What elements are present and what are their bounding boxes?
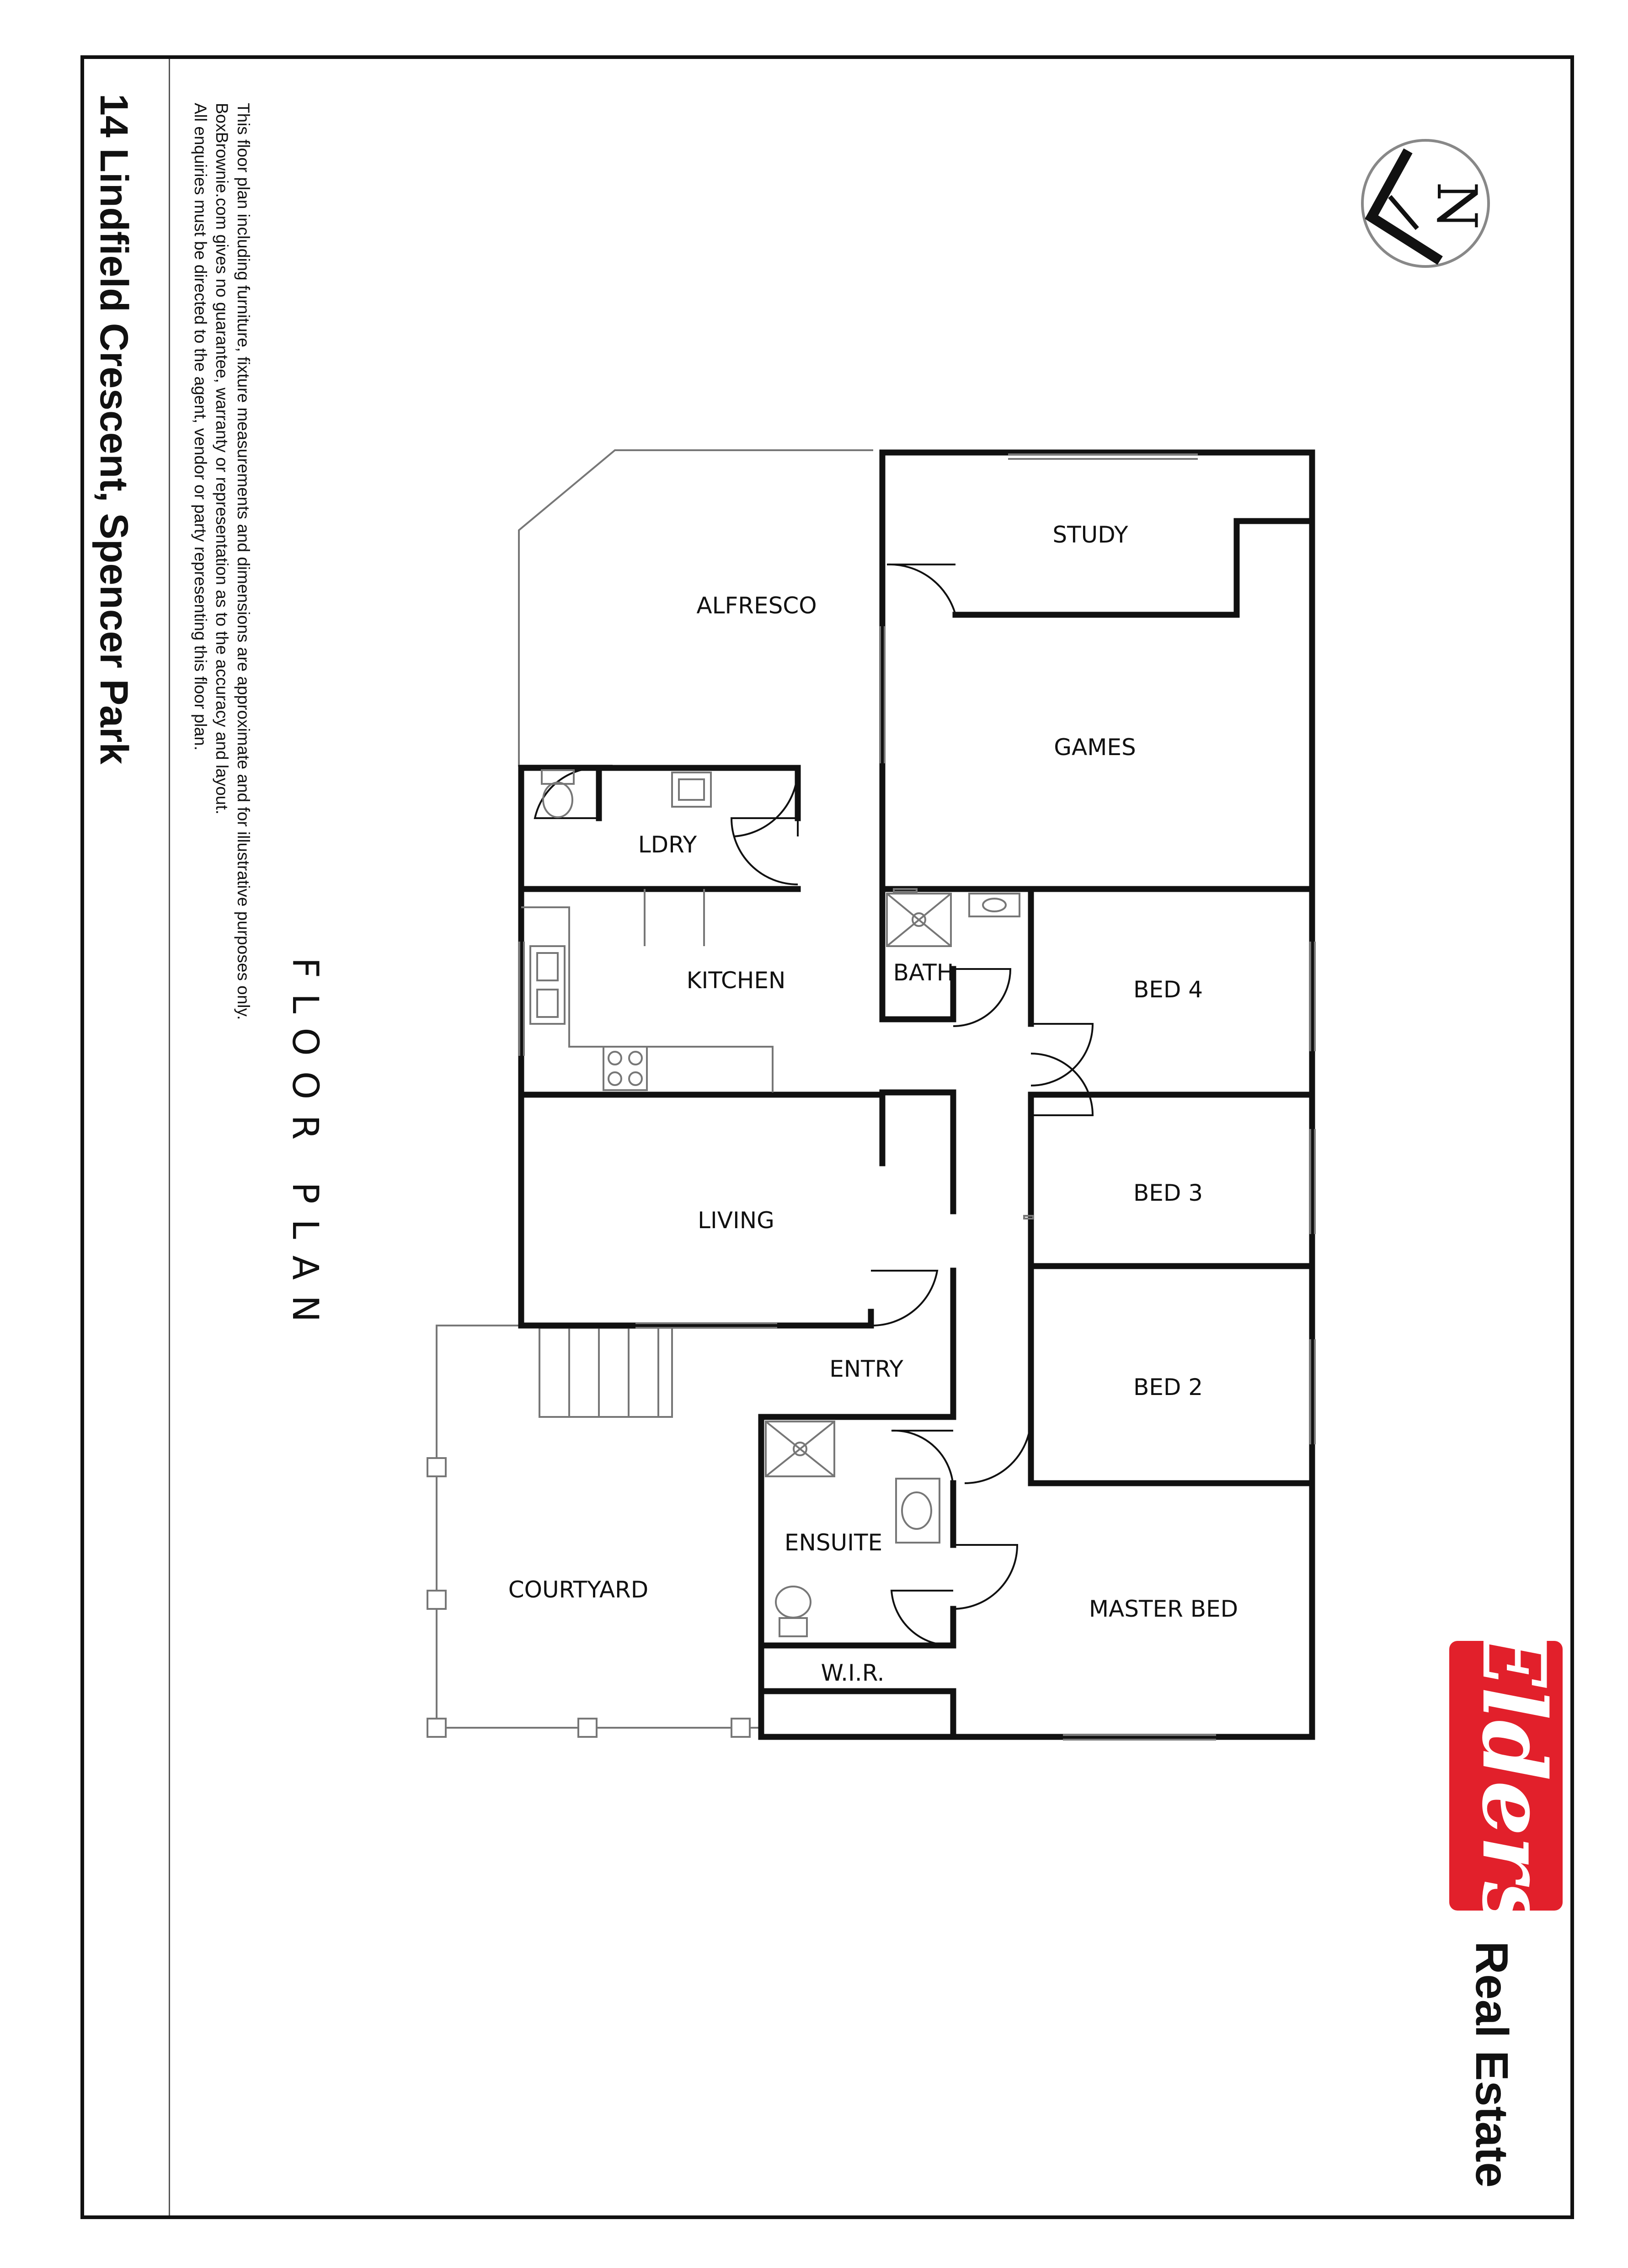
room-label-bed-4: BED 4: [1133, 976, 1203, 1003]
room-label-wir: W.I.R.: [821, 1660, 885, 1686]
disclaimer-line: This floor plan including furniture, fixture measurements and dimensions are approximate and for illustrative purposes only.: [234, 103, 253, 1020]
elders-logo: [1449, 1618, 1565, 1931]
room-label-study: STUDY: [1052, 522, 1128, 548]
brand-name: Real Estate: [1466, 1941, 1517, 2188]
disclaimer-line: BoxBrownie.com gives no guarantee, warranty or representation as to the accuracy and layout.: [213, 103, 231, 815]
room-label-master-bed: MASTER BED: [1089, 1596, 1238, 1622]
disclaimer-line: All enquiries must be directed to the agent, vendor or party representing this floor plan.: [191, 103, 210, 751]
logo-text: Elders: [1463, 1621, 1565, 1931]
room-label-bed-2: BED 2: [1133, 1374, 1203, 1400]
room-label-courtyard: COURTYARD: [508, 1576, 649, 1603]
room-label-living: LIVING: [698, 1207, 774, 1234]
room-label-games: GAMES: [1054, 734, 1136, 761]
room-label-entry: ENTRY: [829, 1356, 903, 1382]
room-label-kitchen: KITCHEN: [686, 967, 786, 994]
room-label-bed-3: BED 3: [1133, 1180, 1203, 1206]
compass-icon: [1362, 140, 1489, 266]
floor-plan-title: FLOOR PLAN: [284, 958, 326, 1338]
compass-letter: N: [1425, 181, 1488, 230]
room-label-ensuite: ENSUITE: [784, 1529, 883, 1556]
room-label-alfresco: ALFRESCO: [696, 592, 817, 619]
property-address: 14 Lindfield Crescent, Spencer Park: [92, 94, 136, 765]
room-label-ldry: LDRY: [638, 831, 697, 858]
room-label-bath: BATH: [893, 959, 954, 986]
